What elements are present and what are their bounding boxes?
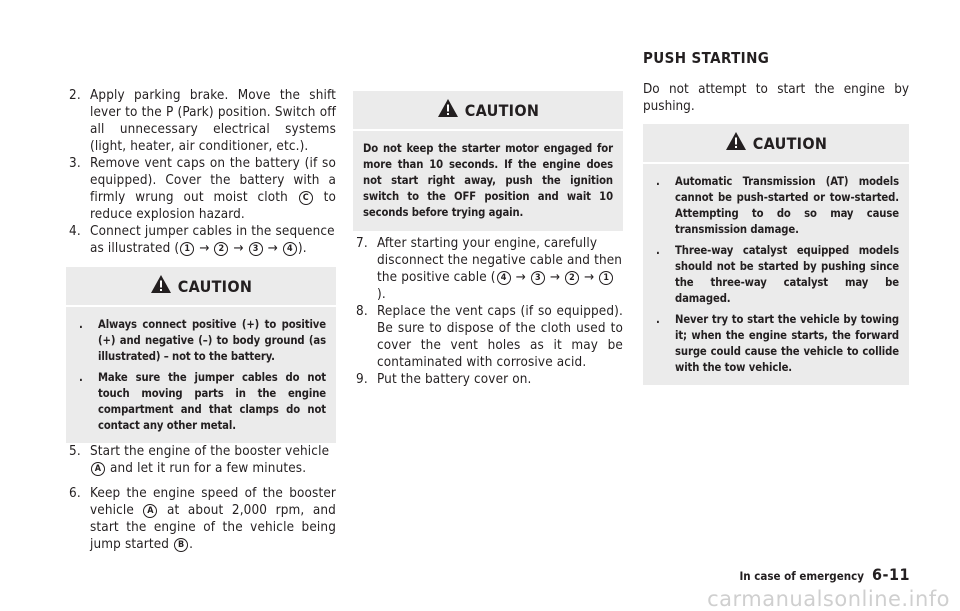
page-number: 6-11 <box>871 565 910 584</box>
section-title: PUSH STARTING <box>643 49 770 67</box>
step-number: 2. <box>69 88 81 103</box>
seq-marker: 1 <box>599 271 613 285</box>
seq-marker: 3 <box>531 271 545 285</box>
step-text: Keep the engine speed of the booster vehicle A at about 2,000 rpm, and start the engine of the vehicle being jump started B . <box>90 486 336 552</box>
step-number: 3. <box>69 156 81 171</box>
caution-label: CAUTION <box>464 100 540 120</box>
seq-marker: 3 <box>249 242 263 256</box>
seq-marker: 1 <box>180 242 194 256</box>
warning-triangle-icon <box>437 98 459 118</box>
caution-box <box>643 124 909 385</box>
step-number: 9. <box>356 372 368 387</box>
warning-triangle-icon <box>150 274 172 294</box>
step-7 <box>353 235 623 303</box>
caution-header <box>66 267 336 307</box>
caution-header <box>643 124 909 164</box>
caution-item: . Always connect positive (+) to positive (+) and negative (–) to body ground (as illustrated) – not to the battery. <box>79 318 326 363</box>
step-text: Connect jumper cables in the sequence as illustrated ( 1 → 2 → 3 → 4 ). <box>90 224 335 256</box>
caution-item: . Automatic Transmission (AT) models cannot be push-started or tow-started. Attempting to do so may cause transmission damage. <box>656 175 899 236</box>
seq-marker: 2 <box>214 242 228 256</box>
caution-text: Do not keep the starter motor engaged for more than 10 seconds. If the engine does not start right away, push the ignition switch to the OFF position and wait 10 seconds before trying again. <box>363 142 613 219</box>
step-5 <box>66 443 336 477</box>
step-2 <box>66 87 336 155</box>
step-6 <box>66 485 336 553</box>
step-text: Apply parking brake. Move the shift lever to the P (Park) position. Switch off all unnecessary electrical systems (light, heater, air conditioner, etc.). <box>90 88 336 154</box>
page-footer <box>739 565 910 584</box>
marker-c: C <box>299 191 313 205</box>
step-3 <box>66 155 336 223</box>
step-text: Start the engine of the booster vehicle A and let it run for a few minutes. <box>90 444 330 476</box>
caution-label: CAUTION <box>177 276 253 296</box>
seq-marker: 4 <box>283 242 297 256</box>
warning-triangle-icon <box>725 131 747 151</box>
watermark: carmanualsonline.info <box>707 587 950 611</box>
marker-a: A <box>143 504 157 518</box>
seq-marker: 4 <box>497 271 511 285</box>
step-8 <box>353 303 623 371</box>
step-number: 6. <box>69 486 81 501</box>
caution-item: . Never try to start the vehicle by towing it; when the engine starts, the forward surge could cause the vehicle to collide with the tow vehicle. <box>656 313 899 374</box>
caution-item: . Three-way catalyst equipped models should not be started by pushing since the three-way catalyst may be damaged. <box>656 244 899 305</box>
step-text: Replace the vent caps (if so equipped). Be sure to dispose of the cloth used to cover the vent holes as it may be contaminated with corrosive acid. <box>377 304 623 370</box>
marker-b: B <box>174 538 188 552</box>
caution-label: CAUTION <box>752 133 828 153</box>
caution-header <box>353 91 623 131</box>
step-9 <box>353 371 623 388</box>
footer-section: In case of emergency <box>739 569 864 583</box>
step-4 <box>66 223 336 257</box>
caution-item: . Make sure the jumper cables do not touch moving parts in the engine compartment and that clamps do not contact any other metal. <box>79 371 326 432</box>
step-number: 7. <box>356 236 368 251</box>
marker-a: A <box>91 462 105 476</box>
caution-box <box>353 91 623 231</box>
caution-box <box>66 267 336 443</box>
intro-text: Do not attempt to start the engine by pushing. <box>643 82 909 114</box>
step-text: Put the battery cover on. <box>377 372 532 387</box>
step-text: After starting your engine, carefully disconnect the negative cable and then the positive cable ( 4 → 3 → 2 → 1). <box>377 236 623 302</box>
step-text: Remove vent caps on the battery (if so equipped). Cover the battery with a firmly wrung out moist cloth C to reduce explosion hazard. <box>90 156 336 222</box>
step-number: 4. <box>69 224 81 239</box>
step-number: 5. <box>69 444 81 459</box>
step-number: 8. <box>356 304 368 319</box>
seq-marker: 2 <box>565 271 579 285</box>
